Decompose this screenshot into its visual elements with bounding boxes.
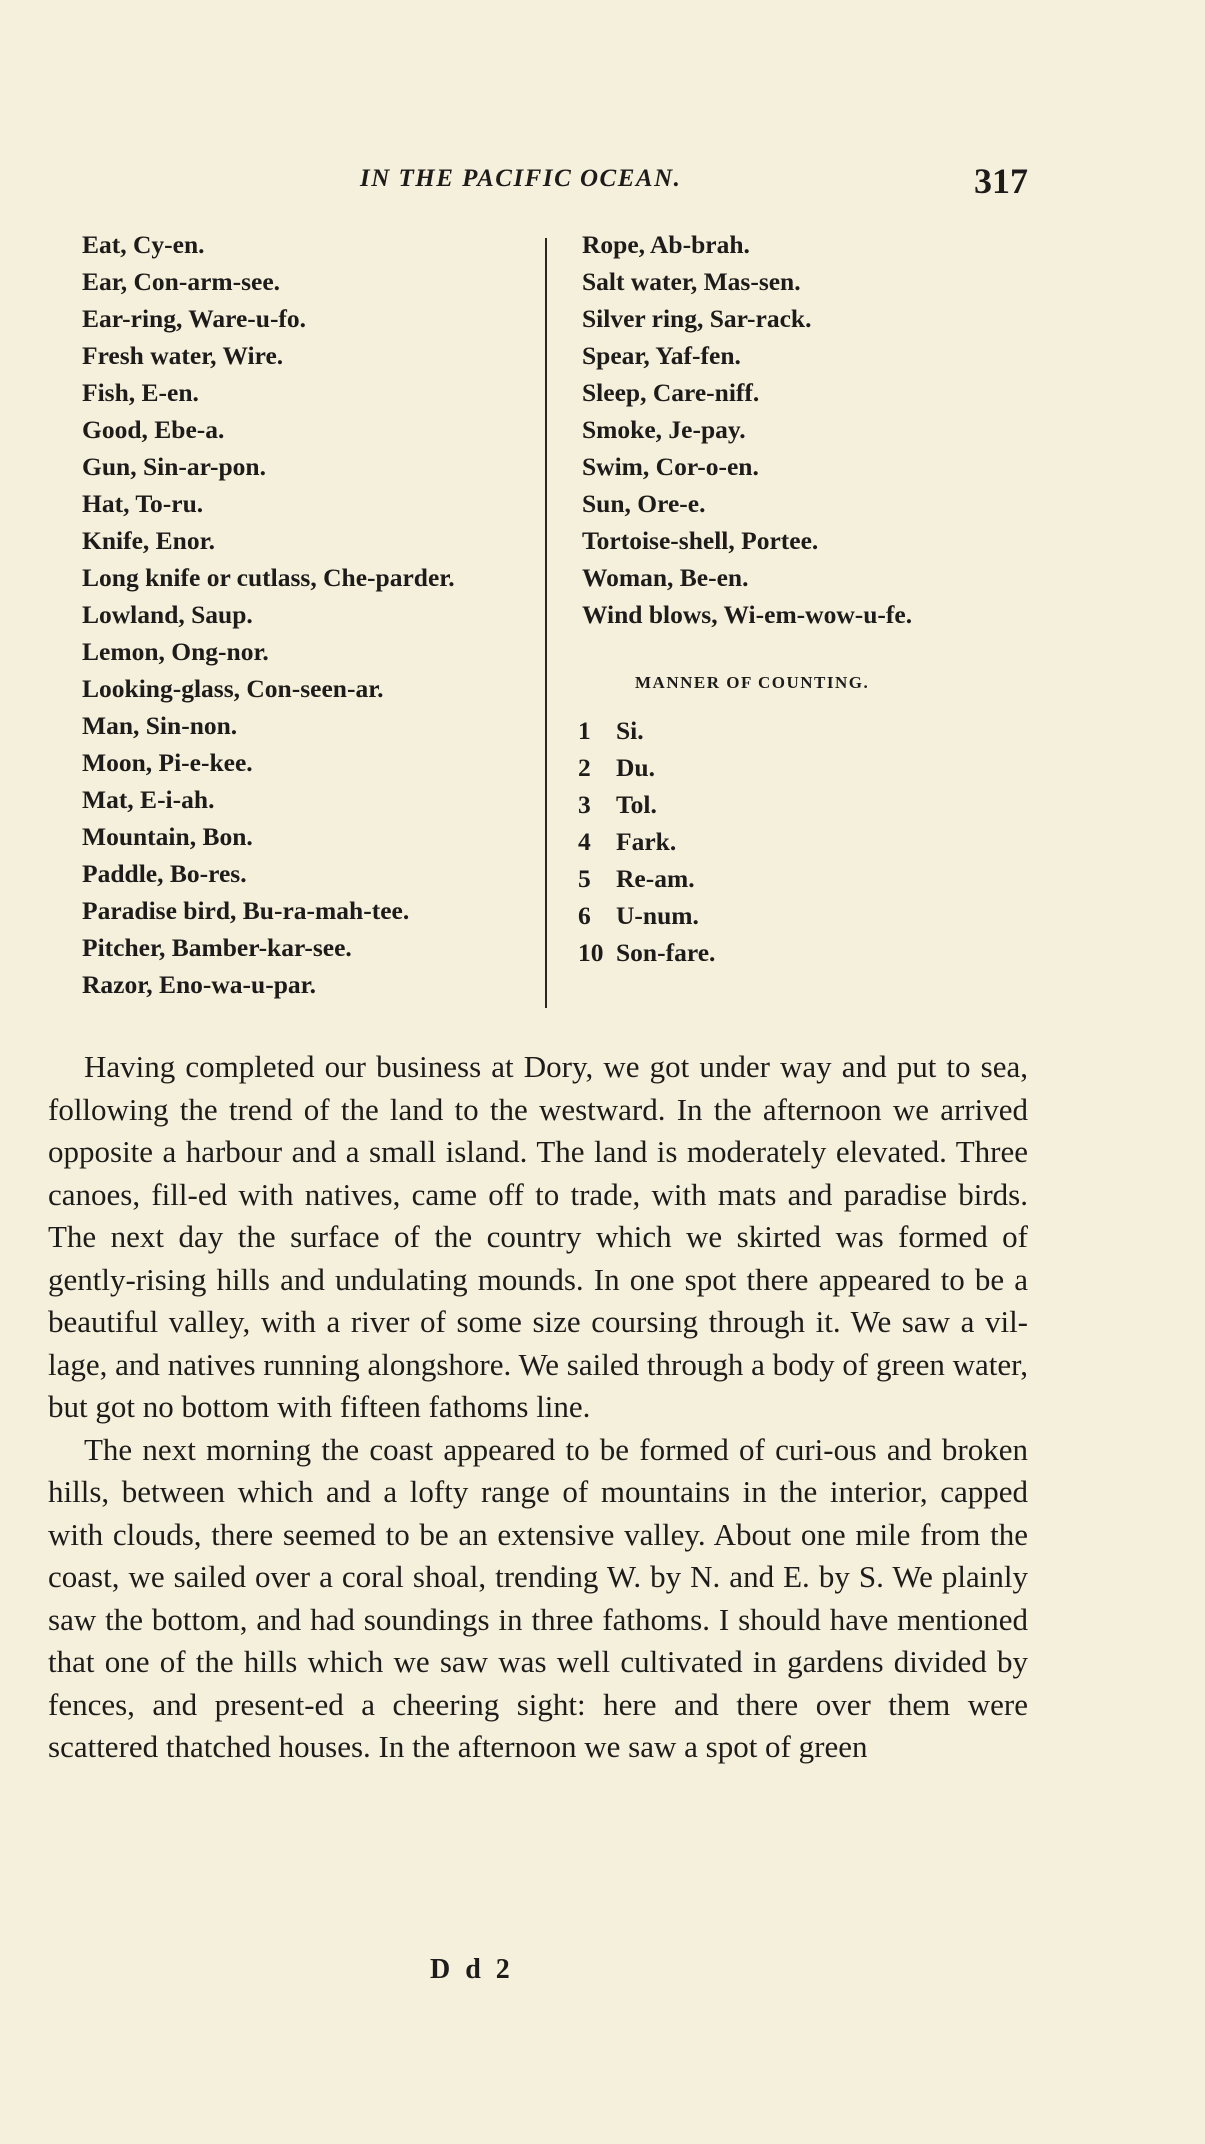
counting-number: 10 [578,938,604,967]
counting-row [578,712,715,749]
body-paragraph: The next morning the coast appeared to be formed of curi-ous and broken hills, between which and a lofty range of mountains in the interior, capped with clouds, there seemed to be an extensive valley. About one mile from the coast, we sailed over a coral shoal, trending W. by N. and E. by S. We plainly saw the bottom, and had soundings in three fathoms. I should have mentioned that one of the hills which we saw was well cultivated in gardens divided by fences, and present-ed a cheering sight: here and there over them were scattered thatched houses. In the afternoon we saw a spot of green [48,1431,1028,1764]
vocab-entry: Razor, Eno-wa-u-par. [82,970,317,999]
column-divider [545,238,547,1008]
signature-mark: D d 2 [430,1954,514,1985]
counting-word: Tol. [616,790,657,819]
vocab-entry: Swim, Cor-o-en. [582,452,759,481]
vocab-entry: Tortoise-shell, Portee. [582,526,819,555]
vocab-entry: Fish, E-en. [82,378,199,407]
counting-row [578,897,715,934]
counting-list [578,712,715,971]
vocab-entry: Sleep, Care-niff. [582,378,760,407]
counting-word: U-num. [616,901,699,930]
vocabulary-right-column [582,226,1002,633]
vocab-entry: Good, Ebe-a. [82,415,225,444]
counting-word: Du. [616,753,655,782]
vocab-entry: Moon, Pi-e-kee. [82,748,253,777]
vocab-entry: Gun, Sin-ar-pon. [82,452,266,481]
counting-word: Re-am. [616,864,695,893]
counting-number: 6 [578,901,591,930]
running-title: IN THE PACIFIC OCEAN. [360,165,682,192]
vocab-entry: Rope, Ab-brah. [582,230,750,259]
vocabulary-left-column [82,226,542,1003]
counting-word: Fark. [616,827,677,856]
vocab-entry: Lemon, Ong-nor. [82,637,269,666]
counting-row [578,749,715,786]
vocab-entry: Fresh water, Wire. [82,341,284,370]
counting-number: 3 [578,790,591,819]
vocab-entry: Ear, Con-arm-see. [82,267,281,296]
counting-row [578,860,715,897]
counting-heading: MANNER OF COUNTING. [635,673,870,692]
vocab-entry: Long knife or cutlass, Che-parder. [82,563,455,592]
vocab-entry: Lowland, Saup. [82,600,253,629]
body-text [48,1046,1028,1769]
vocab-entry: Paddle, Bo-res. [82,859,247,888]
counting-row [578,823,715,860]
vocab-entry: Ear-ring, Ware-u-fo. [82,304,307,333]
vocab-entry: Knife, Enor. [82,526,215,555]
vocab-entry: Pitcher, Bamber-kar-see. [82,933,352,962]
vocab-entry: Silver ring, Sar-rack. [582,304,812,333]
vocab-entry: Wind blows, Wi-em-wow-u-fe. [582,600,913,629]
vocab-entry: Mountain, Bon. [82,822,253,851]
counting-row [578,934,715,971]
vocab-entry: Paradise bird, Bu-ra-mah-tee. [82,896,410,925]
vocab-entry: Looking-glass, Con-seen-ar. [82,674,384,703]
vocab-entry: Sun, Ore-e. [582,489,706,518]
vocab-entry: Eat, Cy-en. [82,230,205,259]
counting-number: 1 [578,716,591,745]
counting-word: Si. [616,716,644,745]
counting-row [578,786,715,823]
vocab-entry: Smoke, Je-pay. [582,415,746,444]
vocab-entry: Hat, To-ru. [82,489,204,518]
counting-number: 4 [578,827,591,856]
vocab-entry: Woman, Be-en. [582,563,749,592]
vocab-entry: Mat, E-i-ah. [82,785,215,814]
vocab-entry: Spear, Yaf-fen. [582,341,741,370]
counting-number: 5 [578,864,591,893]
counting-word: Son-fare. [616,938,716,967]
counting-number: 2 [578,753,591,782]
body-paragraph: Having completed our business at Dory, we got under way and put to sea, following the trend of the land to the westward. In the afternoon we arrived opposite a harbour and a small island. The land is moderately elevated. Three canoes, fill-ed with natives, came off to trade, with mats and paradise birds. The next day the surface of the country which we skirted was formed of gently-rising hills and undulating mounds. In one spot there appeared to be a beautiful valley, with a river of some size coursing through it. We saw a vil-lage, and natives running alongshore. We sailed through a body of green water, but got no bottom with fifteen fathoms line. [48,1049,1028,1424]
page-number: 317 [974,161,1028,201]
vocab-entry: Man, Sin-non. [82,711,238,740]
vocab-entry: Salt water, Mas-sen. [582,267,801,296]
